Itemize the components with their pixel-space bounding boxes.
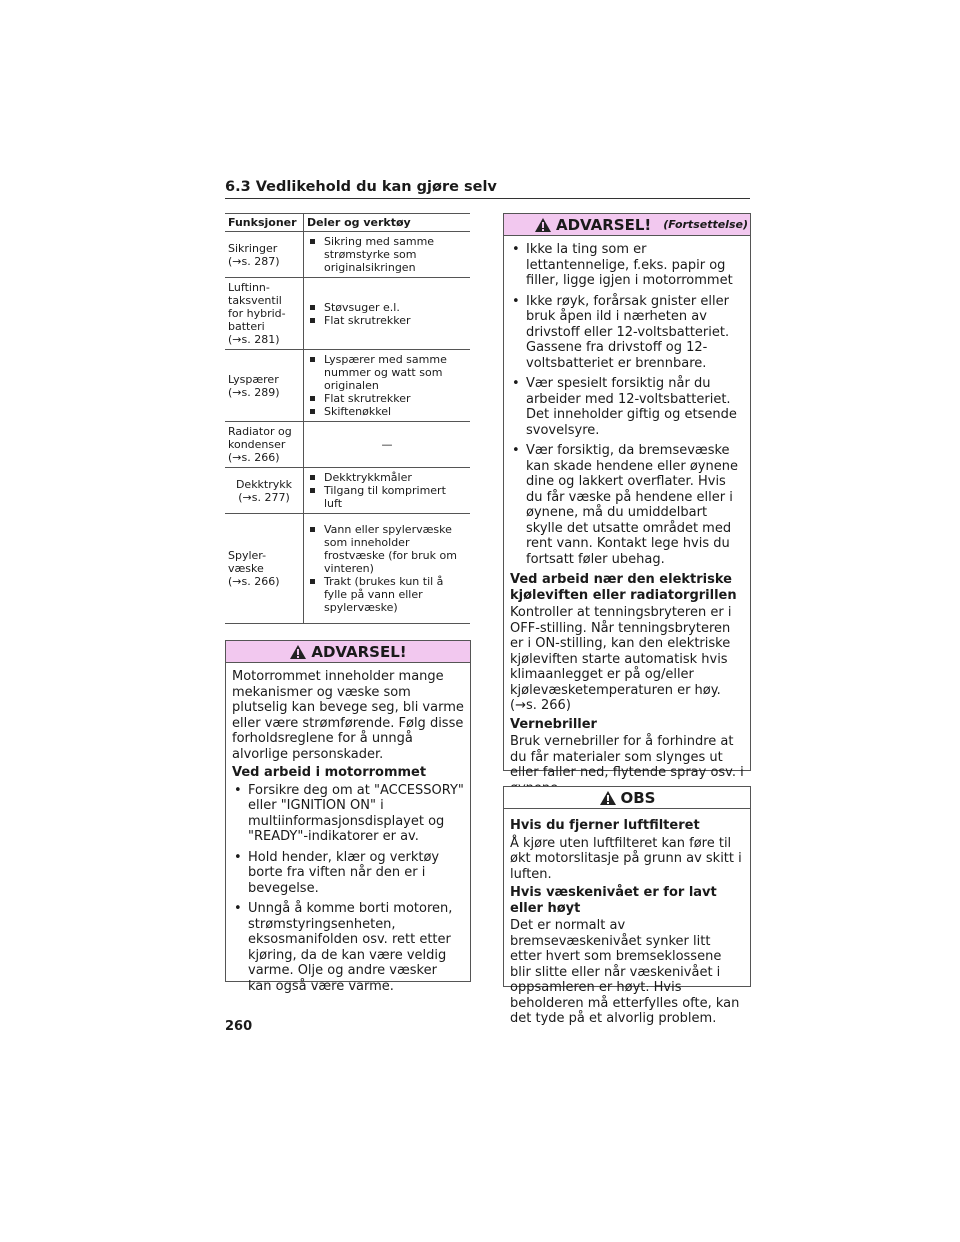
list-item: • Forsikre deg om at "ACCESSORY" eller "IGNITION ON" i multiinformasjonsdisplayet og "READY"-indikatorer er av. — [232, 783, 464, 845]
list-item: Flat skrutrekker — [307, 392, 467, 405]
function-cell: Luftinn- taksventil for hybrid- batteri (→s. 281) — [225, 278, 304, 350]
tools-table — [225, 213, 470, 624]
parts-list — [307, 523, 467, 614]
table-row — [225, 232, 470, 278]
list-item: Sikring med samme strømstyrke som originalsikringen — [307, 235, 467, 274]
list-item: • Ikke røyk, forårsak gnister eller bruk åpen ild i nærheten av drivstoff eller 12-voltsbatteriet. Gassene fra drivstoff og 12-voltsbatteriet er brennbare. — [510, 294, 744, 372]
warning-header — [504, 214, 750, 236]
table-row — [225, 514, 470, 624]
parts-list — [307, 301, 467, 327]
notice-subheading: Hvis væskenivået er for lavt eller høyt — [510, 885, 717, 916]
list-item: • Unngå å komme borti motoren, strømstyringsenheten, eksosmanifolden osv. rett etter kjøring, da de kan være veldig varme. Olje og andre væsker kan også være varme. — [232, 901, 464, 994]
parts-list — [307, 471, 467, 510]
table-row — [225, 468, 470, 514]
notice-title: OBS — [620, 788, 656, 807]
warning-intro: Motorrommet inneholder mange mekanismer og væske som plutselig kan bevege seg, bli varme eller være strømførende. Følg disse forholdsreglene for å unngå alvorlige personskader. — [232, 669, 464, 762]
warning-box-engine — [225, 640, 471, 994]
notice-subheading: Hvis du fjerner luftfilteret — [510, 818, 700, 833]
warning-paragraph: Bruk vernebriller for å forhindre at du får materialer som slynges ut eller faller ned, flytende spray osv. i — [510, 734, 744, 780]
parts-cell — [304, 278, 471, 350]
warning-box-continued — [503, 213, 751, 780]
list-item: Lyspærer med samme nummer og watt som originalen — [307, 353, 467, 392]
function-cell: Dekktrykk (→s. 277) — [225, 468, 304, 514]
function-cell: Spyler- væske (→s. 266) — [225, 514, 304, 624]
table-row — [225, 278, 470, 350]
section-title: 6.3 Vedlikehold du kan gjøre selv — [225, 179, 750, 199]
parts-cell — [304, 350, 471, 422]
function-cell: Lyspærer (→s. 289) — [225, 350, 304, 422]
notice-box — [503, 786, 751, 1026]
warning-header — [226, 641, 470, 663]
function-cell: Radiator og kondenser (→s. 266) — [225, 422, 304, 468]
parts-list — [307, 353, 467, 418]
warning-icon — [289, 644, 307, 660]
function-cell: Sikringer (→s. 287) — [225, 232, 304, 278]
table-header-functions: Funksjoner — [225, 214, 304, 232]
notice-header — [504, 787, 750, 809]
table-row — [225, 422, 470, 468]
list-item: • Ikke la ting som er lettantennelige, f.eks. papir og filler, ligge igjen i motorrommet — [510, 242, 744, 289]
table-header-parts: Deler og verktøy — [304, 214, 471, 232]
page-number: 260 — [225, 1019, 253, 1034]
parts-cell: — — [304, 422, 471, 468]
parts-cell — [304, 468, 471, 514]
list-item: Skiftenøkkel — [307, 405, 467, 418]
warning-title: ADVARSEL! — [556, 215, 652, 234]
notice-paragraph: Det er normalt av bremsevæskenivået synker litt etter hvert som bremseklossene blir slitte eller når væskenivået i oppsamleren er høyt. Hvis beholderen må etterfylles ofte, kan det tyde på et alvorlig problem. — [510, 918, 740, 1026]
parts-list — [307, 235, 467, 274]
list-item: • Vær spesielt forsiktig når du arbeider med 12-voltsbatteriet. Det inneholder giftig og etsende svovelsyre. — [510, 376, 744, 438]
list-item: Trakt (brukes kun til å fylle på vann eller spylervæske) — [307, 575, 467, 614]
warning-subheading: Vernebriller — [510, 716, 597, 732]
warning-title: ADVARSEL! — [311, 642, 407, 661]
warning-icon — [534, 217, 552, 233]
list-item: Dekktrykkmåler — [307, 471, 467, 484]
parts-cell — [304, 514, 471, 624]
warning-subheading: Ved arbeid i motorrommet — [232, 765, 427, 780]
list-item: Støvsuger e.l. — [307, 301, 467, 314]
continued-label: (Fortsettelse) — [663, 218, 748, 231]
list-item: • Vær forsiktig, da bremsevæske kan skade hendene eller øynene dine og lakkert overflater. Hvis du får væske på hendene eller i øynene, må du umiddelbart skylle det utsatte området med rent vann. Kontakt lege hvis du fortsatt føler ubehag. — [510, 443, 744, 567]
list-item: • Hold hender, klær og verktøy borte fra viften når den er i bevegelse. — [232, 850, 464, 897]
list-item: Vann eller spylervæske som inneholder frostvæske (for bruk om vinteren) — [307, 523, 467, 575]
list-item: Flat skrutrekker — [307, 314, 467, 327]
warning-paragraph: Kontroller at tenningsbryteren er i OFF-stilling. Når tenningsbryteren er i ON-stilling, kan den elektriske kjøleviften starte automatisk hvis klimaanlegget er på og/eller kjølevæsketemperaturen er høy. (→s. 266) — [510, 605, 732, 713]
notice-paragraph: Å kjøre uten luftfilteret kan føre til økt motorslitasje på grunn av skitt i luften. — [510, 835, 742, 882]
table-row — [225, 350, 470, 422]
warning-bullets — [232, 783, 464, 995]
warning-subheading: Ved arbeid nær den elektriske kjøleviften eller radiatorgrillen — [510, 572, 737, 603]
warning-bullets — [510, 242, 744, 567]
list-item: Tilgang til komprimert luft — [307, 484, 467, 510]
parts-cell — [304, 232, 471, 278]
warning-icon — [599, 790, 617, 806]
